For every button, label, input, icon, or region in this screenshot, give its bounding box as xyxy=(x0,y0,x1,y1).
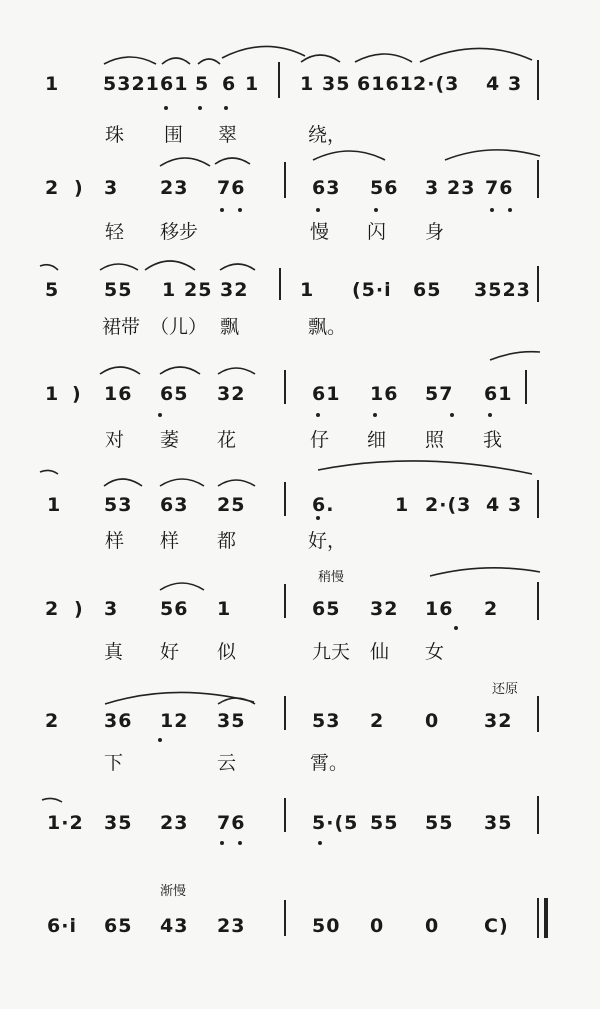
lyric: 移步 xyxy=(160,221,199,243)
lyric: 好 xyxy=(160,641,180,663)
barline xyxy=(537,480,539,518)
note: 61 xyxy=(160,73,189,95)
lyric: 样 xyxy=(160,530,180,552)
note: 63 xyxy=(312,177,341,199)
note: ) xyxy=(74,598,84,620)
note: 0 xyxy=(425,710,440,732)
note: ) xyxy=(72,383,82,405)
note: 1 xyxy=(162,279,177,301)
tempo-marking: 渐慢 xyxy=(160,884,187,899)
lyric: 对 xyxy=(105,429,125,451)
note: 25 xyxy=(217,494,246,516)
note: 50 xyxy=(312,915,341,937)
notation-line xyxy=(0,177,600,201)
note: 2 xyxy=(484,598,499,620)
note: 65 xyxy=(413,279,442,301)
note: 1 xyxy=(47,494,62,516)
barline xyxy=(279,268,281,300)
lyric: （儿） xyxy=(150,316,208,338)
lyric: 萎 xyxy=(160,429,180,451)
note: 16 xyxy=(370,383,399,405)
note: 57 xyxy=(425,383,454,405)
note: 56 xyxy=(370,177,399,199)
lyric: 飘 xyxy=(220,316,240,338)
lyric-line xyxy=(0,120,600,144)
lyric: 样 xyxy=(105,530,125,552)
notation-line xyxy=(0,812,600,836)
lyric: 仔 xyxy=(310,429,330,451)
lyric: 似 xyxy=(217,641,237,663)
lyric: 霄。 xyxy=(310,752,349,774)
note: 25 xyxy=(184,279,213,301)
note: 76 xyxy=(217,812,246,834)
note: 0 xyxy=(370,915,385,937)
lyric: 飘。 xyxy=(308,316,347,338)
lyric: 珠 xyxy=(105,124,125,146)
note: 3 xyxy=(508,494,523,516)
lyric: 仙 xyxy=(370,641,390,663)
note: 5 xyxy=(195,73,210,95)
note: 32 xyxy=(370,598,399,620)
note: 2·(3 xyxy=(425,494,472,516)
note: 65 xyxy=(160,383,189,405)
lyric: 闪 xyxy=(367,221,387,243)
lyric: 细 xyxy=(367,429,387,451)
note: 65 xyxy=(312,598,341,620)
note: 4 xyxy=(486,73,501,95)
note: 1 xyxy=(245,73,260,95)
note: 76 xyxy=(485,177,514,199)
lyric: 云 xyxy=(217,752,237,774)
note: 23 xyxy=(447,177,476,199)
lyric: 绕， xyxy=(308,124,347,146)
note: 53 xyxy=(104,494,133,516)
note: (5·i xyxy=(352,279,392,301)
lyric: 裙带 xyxy=(102,316,141,338)
tempo-marking: 还原 xyxy=(492,682,519,697)
note: 16 xyxy=(425,598,454,620)
note: 76 xyxy=(217,177,246,199)
lyric-line xyxy=(0,637,600,661)
notation-line xyxy=(0,494,600,518)
lyric: 轻 xyxy=(105,221,125,243)
notation-line xyxy=(0,383,600,407)
note: 56 xyxy=(160,598,189,620)
note: 35 xyxy=(217,710,246,732)
notation-line xyxy=(0,279,600,303)
note: 3 xyxy=(104,177,119,199)
lyric: 九天 xyxy=(312,641,351,663)
note: 5 xyxy=(45,279,60,301)
note: 61 xyxy=(312,383,341,405)
note: C) xyxy=(484,915,509,937)
lyric: 翠 xyxy=(218,124,238,146)
note: 0 xyxy=(425,915,440,937)
barline xyxy=(537,696,539,732)
note: 63 xyxy=(160,494,189,516)
notation-line xyxy=(0,598,600,622)
lyric: 慢 xyxy=(310,221,330,243)
note: 5321 xyxy=(103,73,160,95)
lyric-line xyxy=(0,217,600,241)
note: 6161 xyxy=(357,73,414,95)
note: 32 xyxy=(217,383,246,405)
lyric: 都 xyxy=(217,530,237,552)
note: 1 xyxy=(45,383,60,405)
note: ) xyxy=(74,177,84,199)
note: 55 xyxy=(370,812,399,834)
lyric: 照 xyxy=(425,429,445,451)
barline xyxy=(284,370,286,404)
note: 1 xyxy=(300,73,315,95)
lyric: 好， xyxy=(308,530,347,552)
note: 6 xyxy=(222,73,237,95)
note: 32 xyxy=(484,710,513,732)
note: 3 xyxy=(104,598,119,620)
note: 55 xyxy=(104,279,133,301)
lyric-line xyxy=(0,748,600,772)
note: 1 xyxy=(217,598,232,620)
notation-line xyxy=(0,915,600,939)
lyric: 身 xyxy=(425,221,445,243)
note: 1 xyxy=(395,494,410,516)
note: 3 xyxy=(425,177,440,199)
note: 6·i xyxy=(47,915,77,937)
note: 16 xyxy=(104,383,133,405)
barline xyxy=(537,582,539,620)
note: 61 xyxy=(484,383,513,405)
note: 1 xyxy=(300,279,315,301)
barline xyxy=(284,696,286,730)
note: 35 xyxy=(484,812,513,834)
barline xyxy=(284,482,286,516)
note: 3 xyxy=(508,73,523,95)
note: 4 xyxy=(486,494,501,516)
note: 65 xyxy=(104,915,133,937)
note: 23 xyxy=(160,812,189,834)
barline xyxy=(537,796,539,834)
lyric: 我 xyxy=(483,429,503,451)
note: 53 xyxy=(312,710,341,732)
final-barline xyxy=(537,898,539,938)
note: 35 xyxy=(322,73,351,95)
barline xyxy=(537,266,539,302)
notation-line xyxy=(0,710,600,734)
note: 43 xyxy=(160,915,189,937)
lyric: 花 xyxy=(217,429,237,451)
lyric: 围 xyxy=(164,124,184,146)
note: 35 xyxy=(104,812,133,834)
note: 6. xyxy=(312,494,335,516)
note: 23 xyxy=(160,177,189,199)
note: 2 xyxy=(45,598,60,620)
barline xyxy=(284,162,286,198)
lyric: 下 xyxy=(104,752,124,774)
note: 1·2 xyxy=(47,812,84,834)
barline xyxy=(284,900,286,936)
barline xyxy=(537,160,539,198)
note: 2·(3 xyxy=(413,73,460,95)
lyric-line xyxy=(0,425,600,449)
note: 36 xyxy=(104,710,133,732)
tempo-marking: 稍慢 xyxy=(318,570,345,585)
barline xyxy=(284,798,286,832)
note: 12 xyxy=(160,710,189,732)
lyric-line xyxy=(0,312,600,336)
lyric: 真 xyxy=(104,641,124,663)
note: 23 xyxy=(217,915,246,937)
lyric-line xyxy=(0,526,600,550)
note: 2 xyxy=(45,710,60,732)
barline xyxy=(525,370,527,404)
note: 1 xyxy=(45,73,60,95)
note: 2 xyxy=(45,177,60,199)
note: 55 xyxy=(425,812,454,834)
note: 3523 xyxy=(474,279,531,301)
lyric: 女 xyxy=(425,641,445,663)
note: 2 xyxy=(370,710,385,732)
note: 5·(5 xyxy=(312,812,359,834)
note: 32 xyxy=(220,279,249,301)
barline xyxy=(284,584,286,618)
final-barline xyxy=(544,898,548,938)
